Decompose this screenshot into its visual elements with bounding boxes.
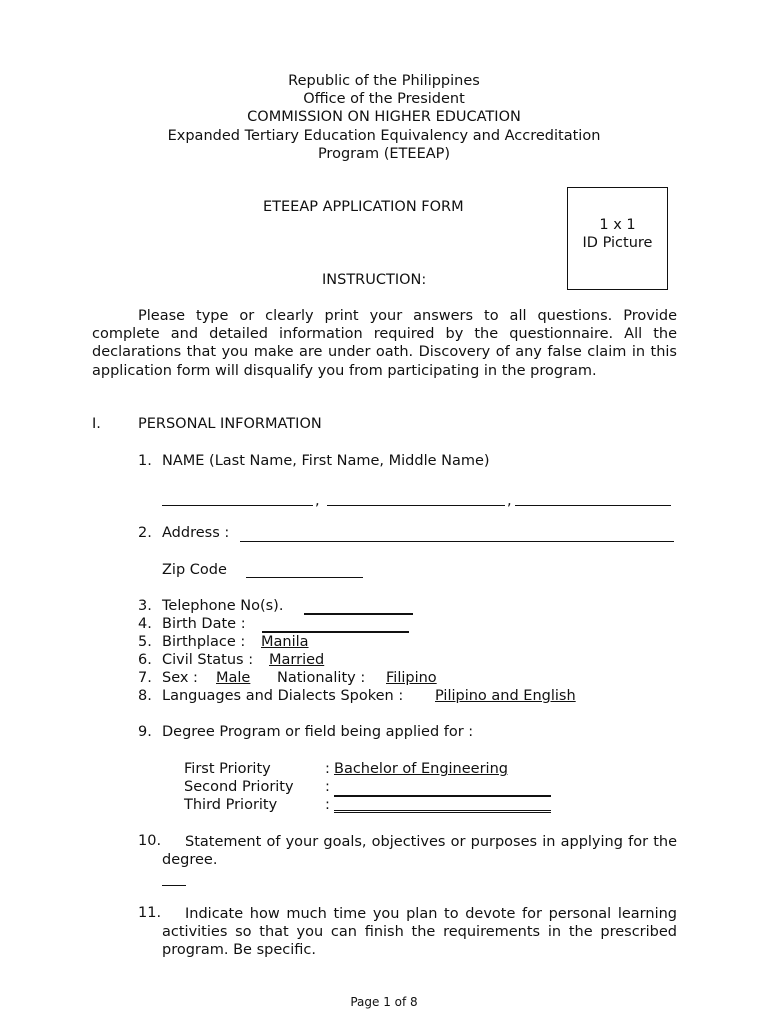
item-number: 3. [138,598,152,614]
header-program: Expanded Tertiary Education Equivalency and Accreditation [167,128,601,144]
last-name-field[interactable] [162,505,313,506]
priority-colon: : [325,797,330,813]
civil-status-value[interactable]: Married [269,652,325,668]
item-number: 6. [138,652,152,668]
name-label: NAME (Last Name, First Name, Middle Name) [162,453,490,469]
page-number: Page 1 of 8 [350,995,418,1009]
birth-date-label: Birth Date : [162,616,246,632]
languages-value[interactable]: Pilipino and English [435,688,576,704]
name-separator: , [507,493,512,509]
second-priority-label: Second Priority [184,779,294,795]
goals-text: Statement of your goals, objectives or purposes in applying for the degree. [162,834,677,868]
id-picture-label: ID Picture [582,235,653,251]
address-field[interactable] [240,541,674,542]
section-roman: I. [92,416,101,432]
third-priority-label: Third Priority [184,797,278,813]
priority-colon: : [325,761,330,777]
header-republic: Republic of the Philippines [288,73,480,89]
nationality-label: Nationality : [277,670,366,686]
form-title: ETEEAP APPLICATION FORM [263,199,464,215]
birth-date-field[interactable] [262,631,409,633]
birthplace-value[interactable]: Manila [261,634,309,650]
third-priority-field[interactable] [334,810,551,813]
item-number: 10. [138,833,162,849]
degree-label: Degree Program or field being applied for : [162,724,474,740]
item-number: 2. [138,525,152,541]
first-priority-value[interactable]: Bachelor of Engineering [334,761,508,777]
header-office: Office of the President [303,91,465,107]
zip-code-field[interactable] [246,577,363,578]
first-name-field[interactable] [327,505,505,506]
sex-value[interactable]: Male [216,670,251,686]
sex-label: Sex : [162,670,198,686]
id-picture-box[interactable] [567,187,668,290]
zip-code-label: Zip Code [162,562,227,578]
item-number: 9. [138,724,152,740]
item-number: 8. [138,688,152,704]
id-picture-size: 1 x 1 [599,217,636,233]
item-number: 5. [138,634,152,650]
header-program-acronym: Program (ETEEAP) [317,146,451,162]
priority-colon: : [325,779,330,795]
instruction-text: Please type or clearly print your answers to all questions. Provide complete and detailed information required by the questionnaire. All the declarations that you make are under oath. Discovery of any false claim in this application form will disqualify you from participating in the program. [92,308,677,379]
item-number: 11. [138,905,162,921]
header-commission: COMMISSION ON HIGHER EDUCATION [247,109,521,125]
time-text: Indicate how much time you plan to devote for personal learning activities so that you can finish the requirements in the prescribed program. Be specific. [162,906,677,958]
telephone-label: Telephone No(s). [162,598,284,614]
item-number: 1. [138,453,152,469]
second-priority-field[interactable] [334,795,551,797]
telephone-field[interactable] [304,613,413,615]
item-number: 4. [138,616,152,632]
address-label: Address : [162,525,230,541]
instruction-heading: INSTRUCTION: [322,272,427,288]
name-separator: , [315,493,320,509]
middle-name-field[interactable] [515,505,671,506]
section-title: PERSONAL INFORMATION [138,416,322,432]
first-priority-label: First Priority [184,761,271,777]
nationality-value[interactable]: Filipino [386,670,437,686]
languages-label: Languages and Dialects Spoken : [162,688,404,704]
civil-status-label: Civil Status : [162,652,254,668]
goals-answer-field[interactable] [162,885,186,886]
item-number: 7. [138,670,152,686]
birthplace-label: Birthplace : [162,634,246,650]
